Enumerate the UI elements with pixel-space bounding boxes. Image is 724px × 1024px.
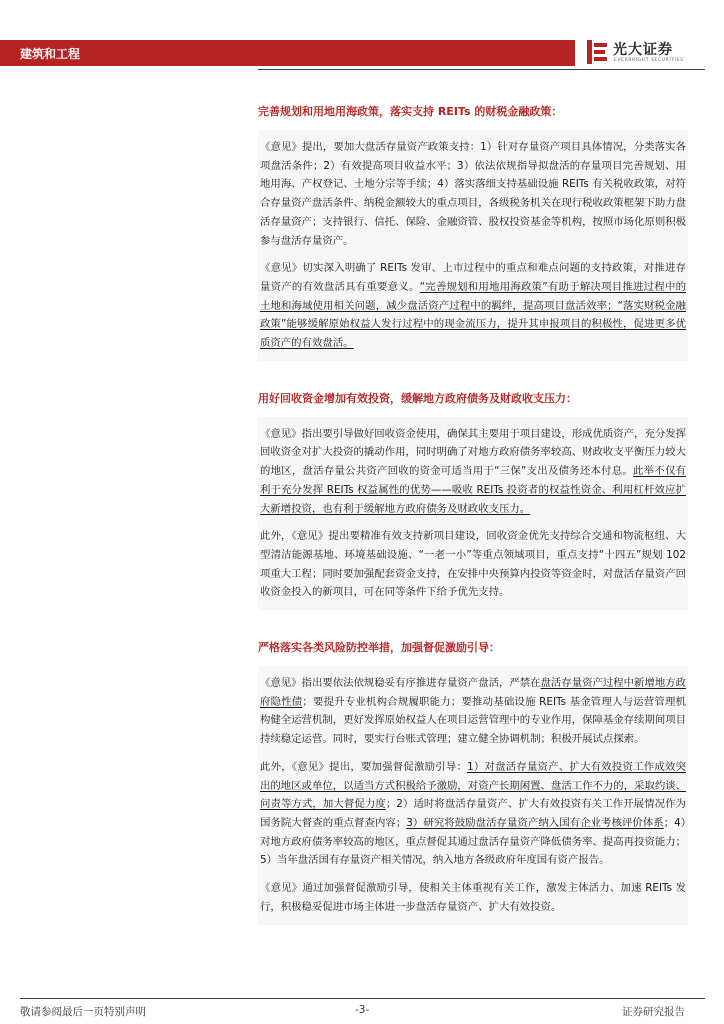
underlined-text: 1）对盘活存量资产、扩大有效投资工作成效突出的地区或单位，以适当方式积极给予激励，对资产长期闲置、盘活工作不力的，采取约谈、问责等方式，加大督促力度 xyxy=(260,760,687,811)
footer-report-type: 证券研究报告 xyxy=(622,1006,685,1018)
section-title: 完善规划和用地用海政策，落实支持 REITs 的财税金融政策： xyxy=(258,105,563,118)
header-divider xyxy=(258,69,705,70)
paragraph xyxy=(260,674,686,749)
section-box xyxy=(258,417,688,610)
paragraph: 《意见》提出，要加大盘活存量资产政策支持：1）针对存量资产项目具体情况，分类落实各项盘活条件；2）有效提高项目收益水平；3）依法依规指导拟盘活的存量项目完善规划、用地用海、产权登记、土地分宗等手续；4）落实落细支持基础设施 REITs 有关税收政策，对符合存量资产盘活条件、纳税金额较大的重点项目，各级税务机关在现行税收政策框架下助力盘活存量资产；支持银行、信托、保险、金融资管、股权投资基金等机构，按照市场化原则积极参与盘活存量资产。 xyxy=(260,141,687,247)
underlined-text: 盘活存量资产过程中新增地方政府隐性债 xyxy=(260,677,687,708)
header-bar xyxy=(0,40,575,66)
paragraph xyxy=(260,425,686,519)
paragraph: 此外，《意见》提出要精准有效支持新项目建设，回收资金优先支持综合交通和物流枢纽、大型清洁能源基地、环境基础设施、“一老一小”等重点领域项目，重点支持“十四五”规划 102 项重大工程；同时要加强配套资金支持，在安排中央预算内投资等资金时，对盘活存量资产回收资金投入的新项目，可在同等条件下给予优先支持。 xyxy=(260,530,687,599)
section-title: 用好回收资金增加有效投资，缓解地方政府债务及财政收支压力： xyxy=(258,391,577,405)
paragraph: 《意见》通过加强督促激励引导，使相关主体重视有关工作，激发主体活力、加速 REITs 发行，积极稳妥促进市场主体进一步盘活存量资产、扩大有效投资。 xyxy=(260,882,686,913)
section-box xyxy=(258,130,688,361)
text-run: ；4）对地方政府债务率较高的地区，重点督促其通过盘活存量资产降低债务率、提高再投资能力；5）当年盘活国有存量资产相关情况，纳入地方各级政府年度国有资产报告。 xyxy=(260,816,687,867)
underlined-text: 此举不仅有利于充分发挥 REITs 权益属性的优势——吸收 REITs 投资者的权益性资金、利用杠杆效应扩大新增投资，也有利于缓解地方政府债务及财政收支压力。 xyxy=(260,465,686,515)
page-number: -3- xyxy=(355,1004,370,1016)
text-run: 《意见》指出要引导做好回收资金使用，确保其主要用于项目建设，形成优质资产，充分发挥回收资金对扩大投资的撬动作用，同时明确了对地方政府债务率较高、财政收支平衡压力较大的地区，盘活存量公共资产回收的资金可适当用于“三保”支出及债务还本付息。 xyxy=(260,427,687,478)
section-risk-control xyxy=(258,640,688,924)
footer-disclaimer: 敬请参阅最后一页特别声明 xyxy=(20,1006,146,1018)
text-run: 《意见》切实深入明确了 REITs 发审、上市过程中的重点和难点问题的支持政策，对推进存量资产的有效盘活具有重要意义。 xyxy=(260,262,686,293)
section-box xyxy=(258,666,688,924)
underlined-text: 3）研究将鼓励盘活存量资产纳入国有企业考核评价体系 xyxy=(406,816,664,829)
paragraph xyxy=(260,758,686,870)
section-label: 建筑和工程 xyxy=(20,47,81,61)
underlined-text: “完善规划和用地用海政策”有助于解决项目推进过程中的土地和海域使用相关问题，减少盘活资产过程中的羁绊，提高项目盘活效率；“落实财税金融政策”能够缓解原始权益人发行过程中的现金流压力，提升其申报项目的积极性，促进更多优质资产的有效盘活。 xyxy=(260,280,686,350)
footer-divider xyxy=(20,998,705,999)
text-run: 此外，《意见》提出，要加强督促激励引导： xyxy=(260,760,468,773)
main-content xyxy=(258,104,688,925)
brand-mark-icon xyxy=(587,40,607,64)
section-title: 严格落实各类风险防控举措，加强督促激励引导： xyxy=(258,641,500,655)
brand-logo xyxy=(585,38,705,68)
brand-subtitle: EVERBRIGHT SECURITIES xyxy=(614,58,684,63)
section-recovered-funds xyxy=(258,391,688,610)
paragraph xyxy=(260,259,686,353)
brand-name: 光大证券 xyxy=(613,42,673,58)
section-planning-policy xyxy=(258,104,688,361)
text-run: 《意见》指出要依法依规稳妥有序推进存量资产盘活，严禁在 xyxy=(260,677,541,690)
text-run: ；2）适时将盘活存量资产、扩大有效投资有关工作开展情况作为国务院大督查的重点督查内容； xyxy=(260,798,687,829)
text-run: ；要提升专业机构合规履职能力；要推动基础设施 REITs 基金管理人与运营管理机构健全运营机制，更好发挥原始权益人在项目运营管理中的专业作用，保障基金存续期间项目持续稳定运营。同时，要实行台账式管理；建立健全协调机制；积极开展试点探索。 xyxy=(260,695,687,746)
